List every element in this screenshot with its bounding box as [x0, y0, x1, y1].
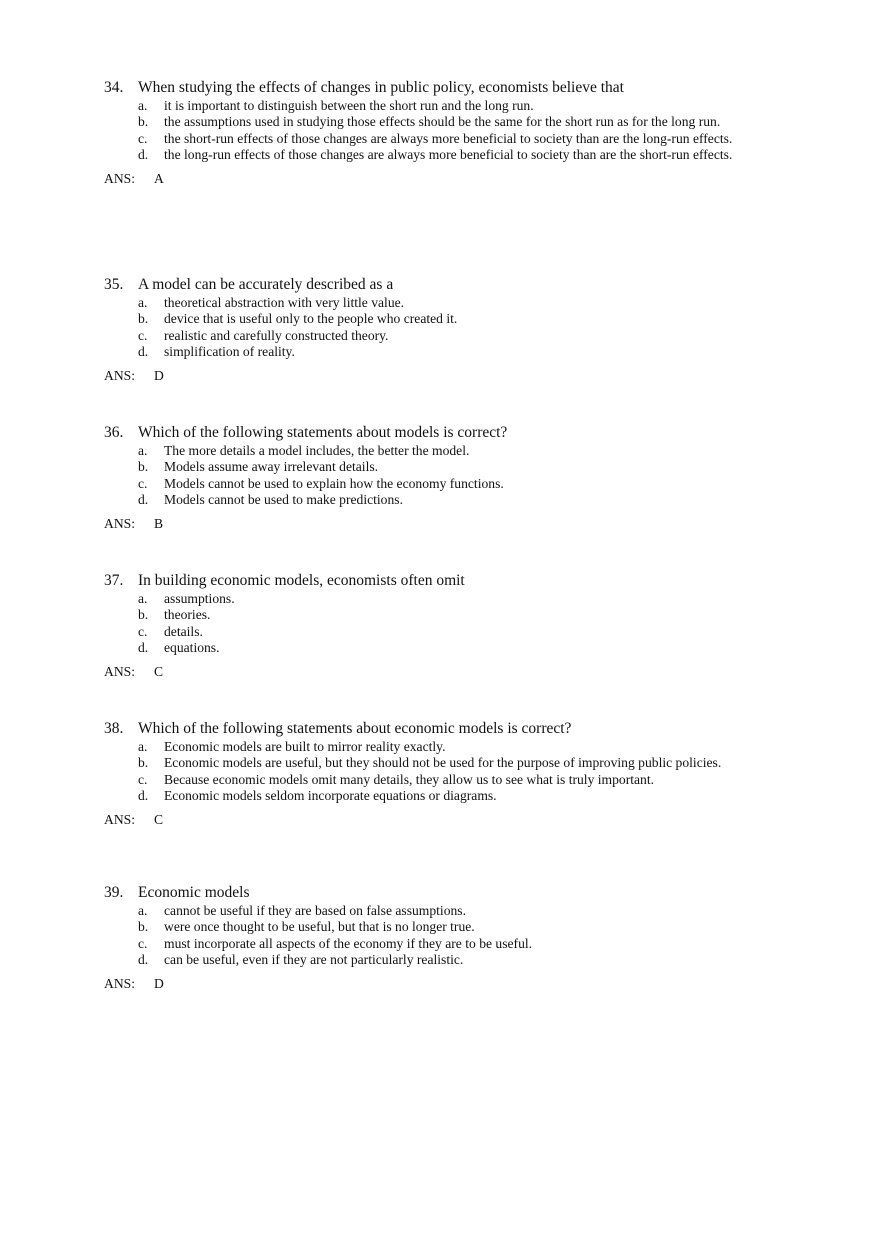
question-text: Which of the following statements about models is correct? [138, 424, 508, 441]
option-text: theories. [164, 607, 211, 623]
option-text: cannot be useful if they are based on false assumptions. [164, 903, 466, 918]
option-letter: a. [138, 295, 148, 310]
option-text: simplification of reality. [164, 344, 295, 360]
question-number: 36. [104, 424, 124, 441]
question-number: 37. [104, 572, 124, 589]
option-text: Because economic models omit many details, they allow us to see what is truly important. [164, 771, 655, 787]
question-35 [104, 276, 744, 384]
question-number: 38. [104, 720, 124, 737]
answer-value: D [154, 367, 164, 383]
answer-options [104, 739, 744, 805]
option-letter: a. [138, 98, 148, 113]
option-d [104, 344, 744, 360]
option-text: were once thought to be useful, but that is no longer true. [164, 919, 475, 935]
question-number: 35. [104, 276, 124, 293]
option-letter: b. [138, 607, 149, 623]
answer-value: C [154, 663, 164, 679]
answer-key [104, 516, 744, 532]
option-text: Economic models are useful, but they should not be used for the purpose of improving public policies. [164, 755, 722, 771]
question-36 [104, 424, 744, 532]
answer-label: ANS: [104, 170, 135, 186]
option-letter: a. [138, 591, 148, 606]
answer-label: ANS: [104, 975, 135, 991]
option-text: assumptions. [164, 591, 235, 606]
option-text: the long-run effects of those changes are always more beneficial to society than are the short-run effects. [164, 147, 733, 163]
answer-value: C [154, 811, 164, 827]
option-letter: d. [138, 147, 149, 163]
option-text: Models cannot be used to explain how the economy functions. [164, 475, 504, 491]
answer-label: ANS: [104, 663, 135, 679]
option-text: device that is useful only to the people who created it. [164, 311, 458, 327]
answer-value: B [154, 515, 164, 531]
option-b [104, 459, 744, 475]
option-letter: a. [138, 443, 148, 458]
option-text: equations. [164, 640, 220, 656]
answer-label: ANS: [104, 811, 135, 827]
option-c [104, 131, 744, 147]
option-letter: d. [138, 492, 149, 508]
option-d [104, 147, 744, 163]
option-letter: c. [138, 771, 148, 787]
option-text: can be useful, even if they are not particularly realistic. [164, 952, 464, 968]
option-a [104, 443, 744, 459]
option-text: it is important to distinguish between the short run and the long run. [164, 98, 534, 113]
question-39 [104, 884, 744, 992]
option-b [104, 919, 744, 935]
answer-key [104, 664, 744, 680]
answer-label: ANS: [104, 515, 135, 531]
option-letter: a. [138, 739, 148, 754]
option-letter: b. [138, 459, 149, 475]
answer-key [104, 976, 744, 992]
option-letter: c. [138, 130, 148, 146]
option-text: details. [164, 623, 203, 639]
answer-options [104, 903, 744, 969]
answer-options [104, 295, 744, 361]
answer-options [104, 443, 744, 509]
option-a [104, 903, 744, 919]
option-c [104, 476, 744, 492]
option-text: Economic models seldom incorporate equations or diagrams. [164, 788, 497, 804]
question-stem [104, 276, 744, 294]
question-text: A model can be accurately described as a [138, 276, 394, 293]
option-a [104, 295, 744, 311]
option-d [104, 952, 744, 968]
answer-value: D [154, 975, 164, 991]
question-stem [104, 720, 744, 738]
option-c [104, 772, 744, 788]
question-text: In building economic models, economists often omit [138, 572, 465, 589]
option-c [104, 624, 744, 640]
option-letter: d. [138, 640, 149, 656]
option-letter: d. [138, 788, 149, 804]
option-b [104, 607, 744, 623]
question-number: 39. [104, 884, 124, 901]
option-text: theoretical abstraction with very little value. [164, 295, 405, 310]
option-letter: c. [138, 327, 148, 343]
answer-value: A [154, 170, 164, 186]
option-c [104, 936, 744, 952]
option-text: Models assume away irrelevant details. [164, 459, 379, 475]
answer-label: ANS: [104, 367, 135, 383]
option-letter: a. [138, 903, 148, 918]
question-stem [104, 424, 744, 442]
question-text: Economic models [138, 884, 250, 901]
question-stem [104, 572, 744, 590]
option-text: The more details a model includes, the better the model. [164, 443, 470, 458]
option-text: Economic models are built to mirror reality exactly. [164, 739, 446, 754]
option-b [104, 114, 744, 130]
option-letter: b. [138, 755, 149, 771]
option-a [104, 739, 744, 755]
question-stem [104, 884, 744, 902]
answer-key [104, 368, 744, 384]
option-text: must incorporate all aspects of the economy if they are to be useful. [164, 935, 533, 951]
question-38 [104, 720, 744, 828]
option-b [104, 755, 744, 771]
option-letter: b. [138, 114, 149, 130]
option-letter: d. [138, 952, 149, 968]
answer-options [104, 98, 744, 164]
answer-key [104, 171, 744, 187]
question-34 [104, 79, 744, 187]
option-letter: c. [138, 623, 148, 639]
option-letter: c. [138, 935, 148, 951]
answer-options [104, 591, 744, 657]
option-a [104, 98, 744, 114]
option-text: the assumptions used in studying those effects should be the same for the short run as for the long run. [164, 114, 721, 130]
question-number: 34. [104, 79, 124, 96]
option-letter: c. [138, 475, 148, 491]
question-text: When studying the effects of changes in public policy, economists believe that [138, 79, 624, 96]
option-text: realistic and carefully constructed theory. [164, 327, 389, 343]
answer-key [104, 812, 744, 828]
question-text: Which of the following statements about economic models is correct? [138, 720, 572, 737]
question-37 [104, 572, 744, 680]
option-d [104, 788, 744, 804]
option-a [104, 591, 744, 607]
question-stem [104, 79, 744, 97]
option-d [104, 492, 744, 508]
option-letter: b. [138, 311, 149, 327]
option-b [104, 311, 744, 327]
option-c [104, 328, 744, 344]
option-text: Models cannot be used to make predictions. [164, 492, 403, 508]
option-d [104, 640, 744, 656]
option-letter: d. [138, 344, 149, 360]
option-letter: b. [138, 919, 149, 935]
option-text: the short-run effects of those changes are always more beneficial to society than are the long-run effects. [164, 130, 733, 146]
